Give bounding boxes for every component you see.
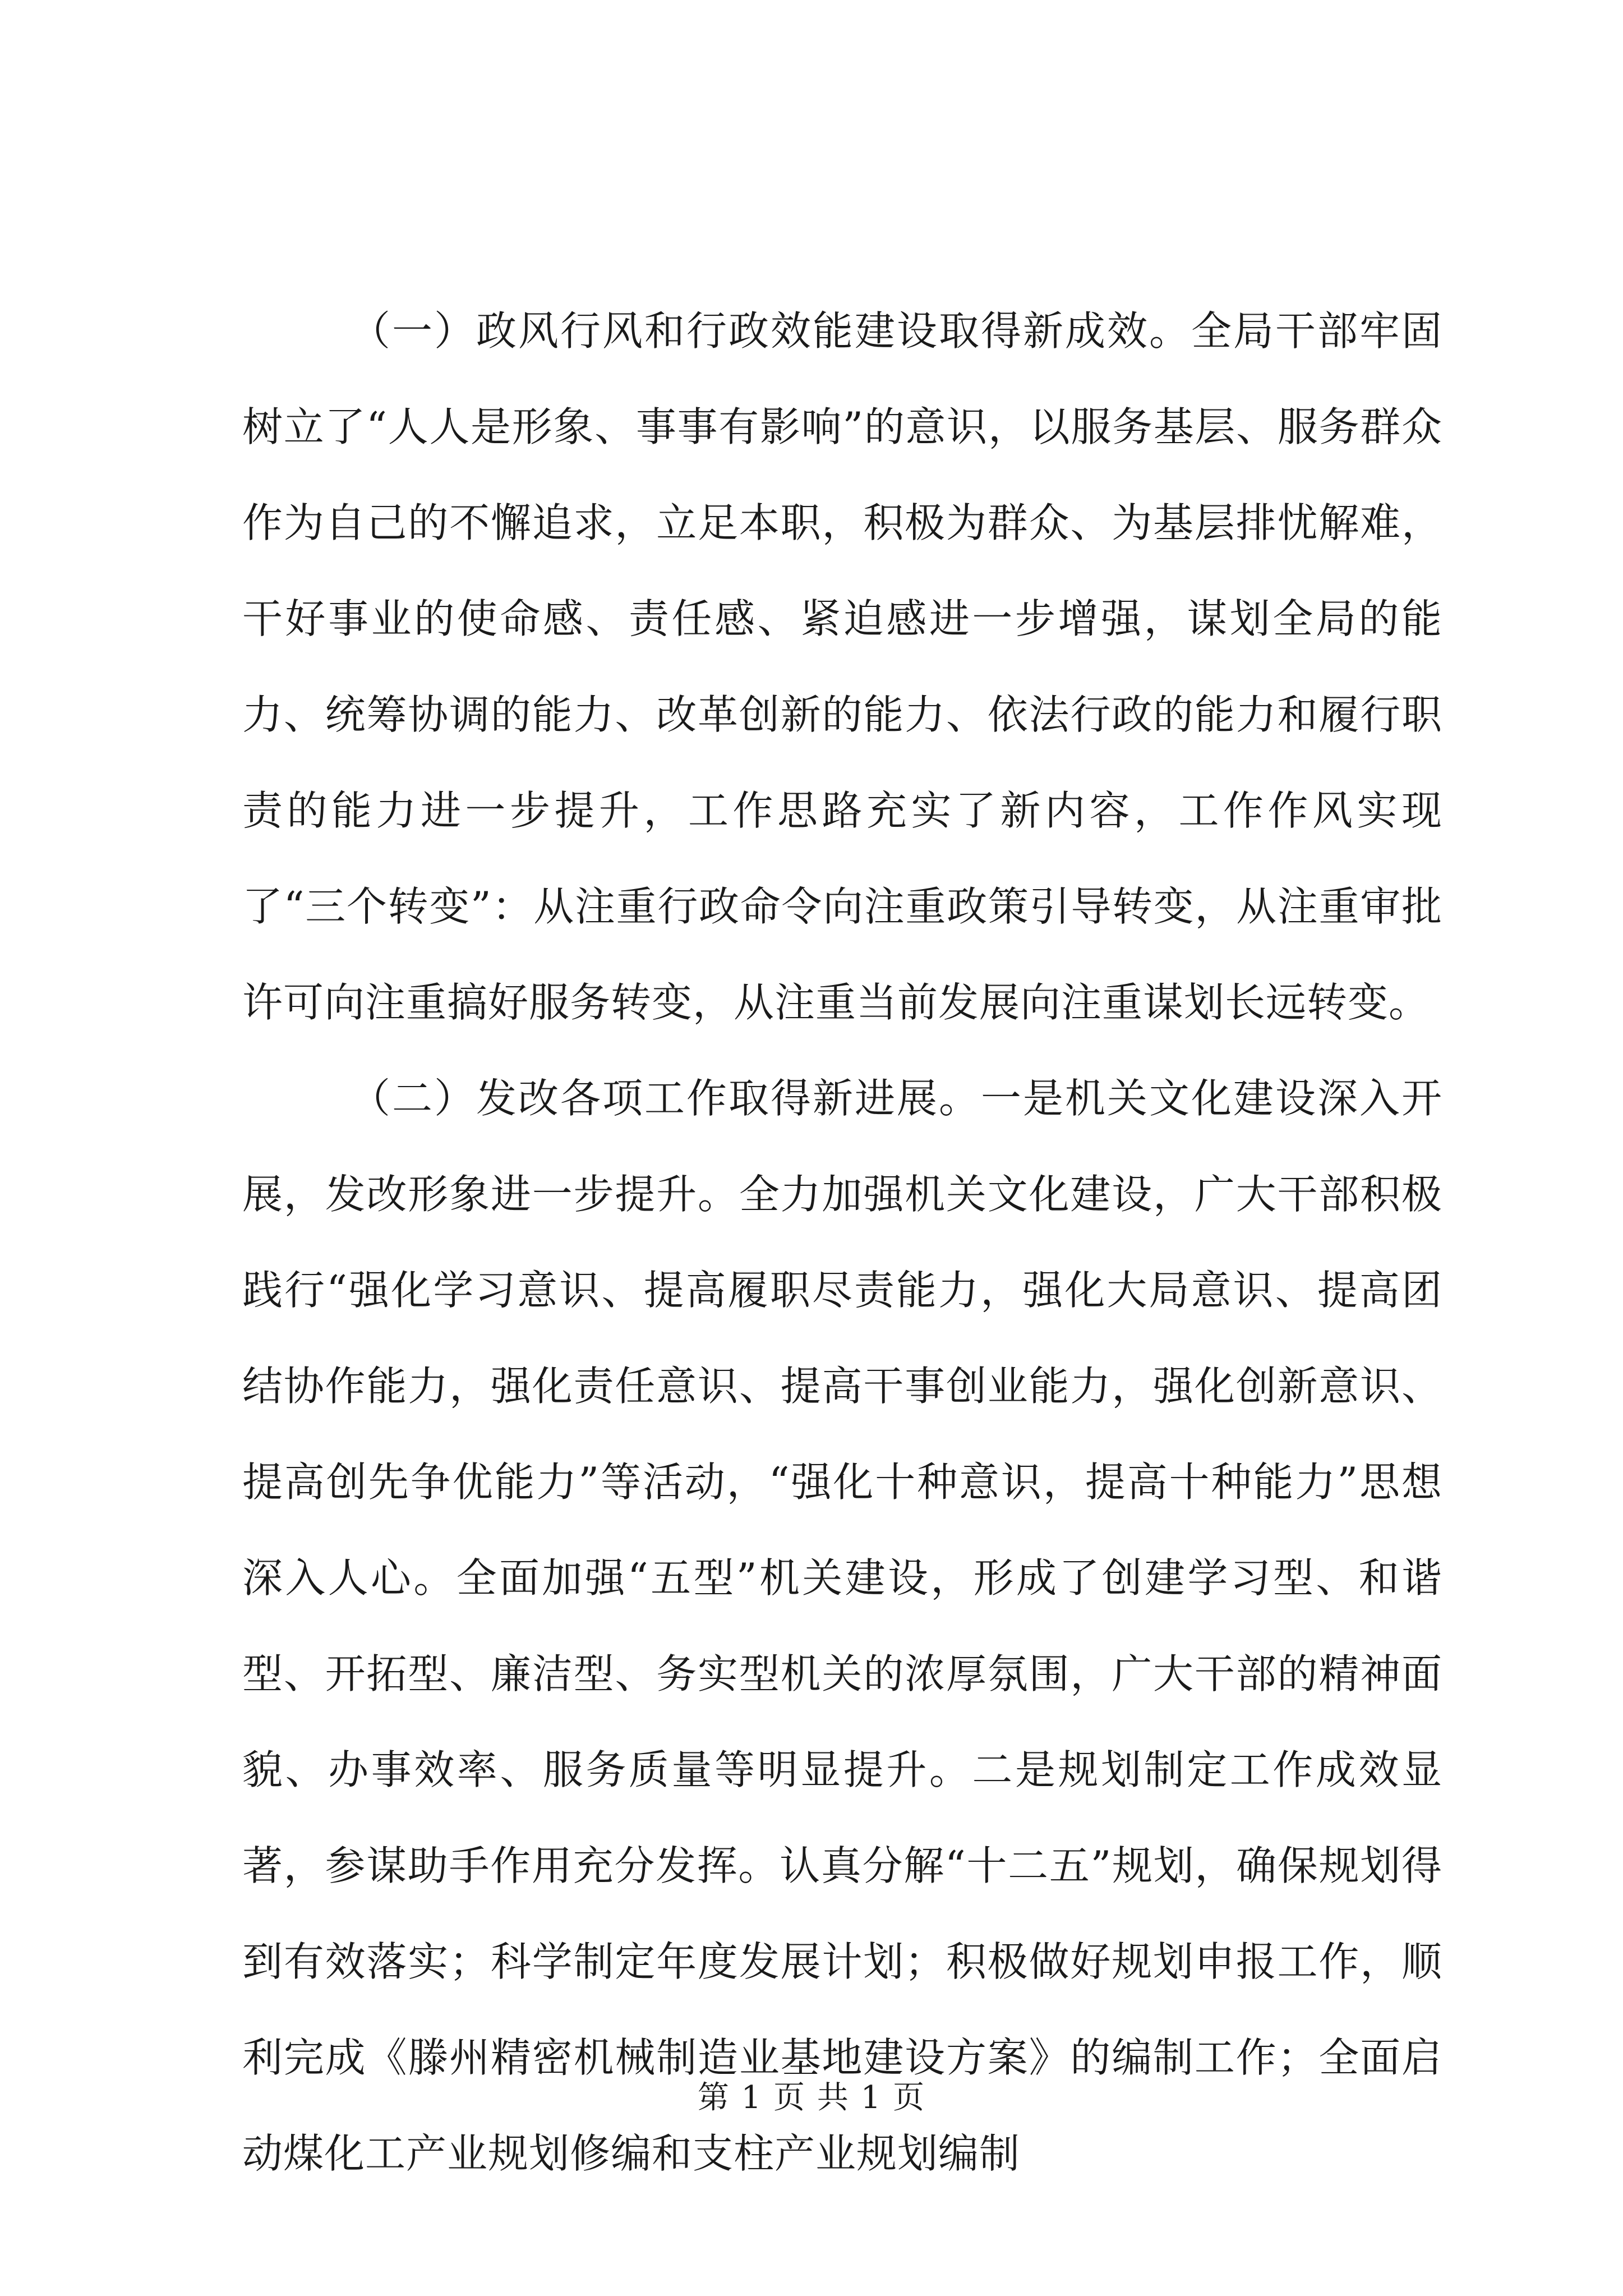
paragraph-2: （二）发改各项工作取得新进展。一是机关文化建设深入开展，发改形象进一步提升。全力加强机关文化建设，广大干部积极践行“强化学习意识、提高履职尽责能力，强化大局意识、提高团结协作能力，强化责任意识、提高干事创业能力，强化创新意识、提高创先争优能力”等活动，“强化十种意识，提高十种能力”思想深入人心。全面加强“五型”机关建设，形成了创建学习型、和谐型、开拓型、廉洁型、务实型机关的浓厚氛围，广大干部的精神面貌、办事效率、服务质量等明显提升。二是规划制定工作成效显著，参谋助手作用充分发挥。认真分解“十二五”规划，确保规划得到有效落实；科学制定年度发展计划；积极做好规划申报工作，顺利完成《滕州精密机械制造业基地建设方案》的编制工作；全面启动煤化工产业规划修编和支柱产业规划编制	[242, 1075, 1442, 2177]
page-number-footer: 第 1 页 共 1 页	[697, 2079, 926, 2116]
document-body	[242, 283, 1442, 2202]
paragraph-1: （一）政风行风和行政效能建设取得新成效。全局干部牢固树立了“人人是形象、事事有影响”的意识，以服务基层、服务群众作为自己的不懈追求，立足本职，积极为群众、为基层排忧解难，干好事业的使命感、责任感、紧迫感进一步增强，谋划全局的能力、统筹协调的能力、改革创新的能力、依法行政的能力和履行职责的能力进一步提升，工作思路充实了新内容，工作作风实现了“三个转变”：从注重行政命令向注重政策引导转变，从注重审批许可向注重搞好服务转变，从注重当前发展向注重谋划长远转变。	[242, 307, 1442, 1026]
